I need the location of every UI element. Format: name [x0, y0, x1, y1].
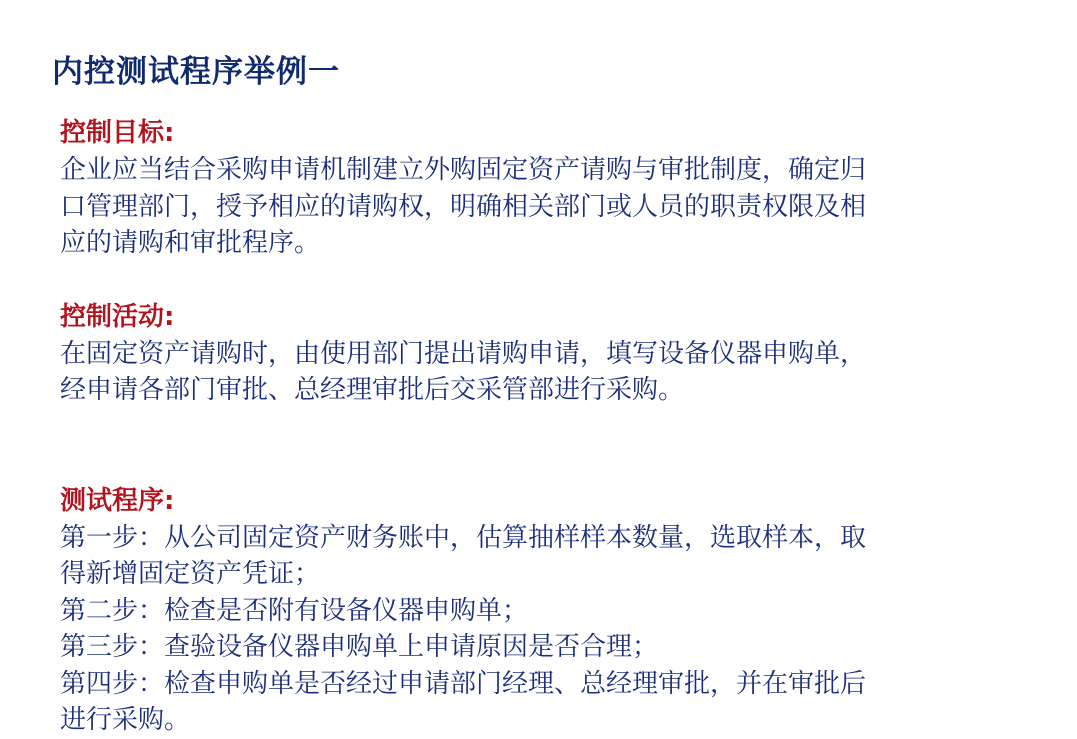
section-text-line: 第一步：从公司固定资产财务账中，估算抽样样本数量，选取样本，取	[60, 522, 867, 553]
section-heading: 测试程序:	[60, 485, 175, 516]
section-text-line: 第三步：查验设备仪器申购单上申请原因是否合理；	[60, 632, 659, 662]
section-text-line: 进行采购。	[60, 705, 191, 735]
section-text-line: 得新增固定资产凭证；	[60, 559, 321, 589]
page-title: 内控测试程序举例一	[52, 54, 340, 90]
section-control-objective	[60, 115, 1000, 262]
section-text-line: 企业应当结合采购申请机制建立外购固定资产请购与审批制度，确定归	[60, 155, 867, 185]
section-text-line: 应的请购和审批程序。	[60, 228, 321, 258]
section-text-line: 经申请各部门审批、总经理审批后交采管部进行采购。	[60, 375, 685, 405]
section-text-line: 在固定资产请购时，由使用部门提出请购申请，填写设备仪器申购单，	[60, 338, 867, 369]
section-control-activity	[60, 299, 1000, 409]
section-heading: 控制活动:	[60, 301, 175, 332]
section-heading: 控制目标:	[60, 118, 175, 148]
section-text-line: 口管理部门，授予相应的请购权，明确相关部门或人员的职责权限及相	[60, 191, 867, 222]
section-test-procedure	[60, 483, 1000, 739]
section-text-line: 第二步：检查是否附有设备仪器申购单；	[60, 595, 529, 626]
section-text-line: 第四步：检查申购单是否经过申请部门经理、总经理审批，并在审批后	[60, 668, 867, 699]
content-body	[60, 115, 1000, 739]
